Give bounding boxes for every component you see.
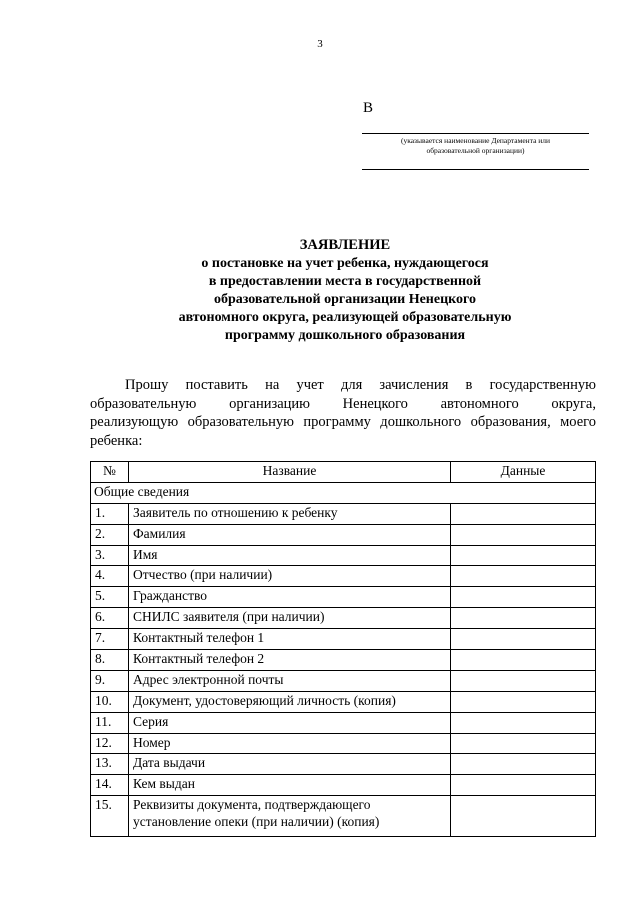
row-num: 11.	[91, 712, 129, 733]
table-row	[91, 503, 596, 524]
row-num: 14.	[91, 775, 129, 796]
row-data-cell[interactable]	[451, 545, 596, 566]
section-row	[91, 482, 596, 503]
title-line: образовательной организации Ненецкого	[213, 292, 477, 307]
recipient-line	[362, 133, 589, 134]
table-header-row	[91, 462, 596, 483]
row-num: 4.	[91, 566, 129, 587]
application-table	[90, 461, 596, 837]
row-data-cell[interactable]	[451, 796, 596, 837]
recipient-hint-line1: (указывается наименование Департамента или	[400, 136, 551, 145]
intro-paragraph	[90, 376, 596, 450]
table-row	[91, 650, 596, 671]
row-data-cell[interactable]	[451, 754, 596, 775]
intro-line: ребенка:	[90, 432, 143, 449]
row-name: Контактный телефон 2	[129, 650, 451, 671]
title-line: программу дошкольного образования	[224, 328, 466, 343]
title-line: автономного округа, реализующей образовательную	[178, 310, 512, 325]
row-name: Документ, удостоверяющий личность (копия)	[129, 691, 451, 712]
row-name: Отчество (при наличии)	[129, 566, 451, 587]
table-row	[91, 775, 596, 796]
row-name: Фамилия	[129, 524, 451, 545]
row-num: 13.	[91, 754, 129, 775]
row-num: 7.	[91, 629, 129, 650]
table-row	[91, 524, 596, 545]
table-row	[91, 670, 596, 691]
table-row	[91, 608, 596, 629]
header-name: Название	[129, 462, 451, 483]
row-name: Гражданство	[129, 587, 451, 608]
table-row	[91, 629, 596, 650]
table-row	[91, 691, 596, 712]
row-num: 6.	[91, 608, 129, 629]
table-row	[91, 796, 596, 837]
row-name: Серия	[129, 712, 451, 733]
row-name: Дата выдачи	[129, 754, 451, 775]
row-data-cell[interactable]	[451, 712, 596, 733]
title-main: ЗАЯВЛЕНИЕ	[299, 237, 391, 253]
row-data-cell[interactable]	[451, 733, 596, 754]
row-data-cell[interactable]	[451, 503, 596, 524]
table-row	[91, 733, 596, 754]
row-name: Реквизиты документа, подтверждающего установление опеки (при наличии) (копия)	[129, 796, 451, 837]
recipient-prefix: В	[363, 100, 374, 116]
row-data-cell[interactable]	[451, 691, 596, 712]
row-name: Имя	[129, 545, 451, 566]
row-name: СНИЛС заявителя (при наличии)	[129, 608, 451, 629]
row-name: Адрес электронной почты	[129, 670, 451, 691]
document-title	[0, 236, 640, 345]
row-num: 2.	[91, 524, 129, 545]
row-data-cell[interactable]	[451, 587, 596, 608]
row-name: Кем выдан	[129, 775, 451, 796]
table-row	[91, 712, 596, 733]
intro-line: реализующую образовательную программу дошкольного образования, моего	[90, 414, 596, 430]
page-number: 3	[317, 38, 323, 50]
table-row	[91, 587, 596, 608]
intro-line: образовательную организацию Ненецкого автономного округа,	[90, 395, 596, 412]
row-data-cell[interactable]	[451, 775, 596, 796]
row-data-cell[interactable]	[451, 670, 596, 691]
title-line: в предоставлении места в государственной	[208, 274, 482, 289]
row-data-cell[interactable]	[451, 629, 596, 650]
row-num: 10.	[91, 691, 129, 712]
recipient-extra-line	[362, 169, 589, 170]
row-data-cell[interactable]	[451, 524, 596, 545]
intro-line: Прошу поставить на учет для зачисления в государственную	[125, 377, 596, 393]
section-label: Общие сведения	[91, 482, 596, 503]
title-line: о постановке на учет ребенка, нуждающегося	[201, 256, 489, 271]
row-num: 3.	[91, 545, 129, 566]
row-num: 5.	[91, 587, 129, 608]
row-name: Заявитель по отношению к ребенку	[129, 503, 451, 524]
header-data: Данные	[451, 462, 596, 483]
row-num: 1.	[91, 503, 129, 524]
table-row	[91, 566, 596, 587]
row-num: 12.	[91, 733, 129, 754]
recipient-hint	[362, 136, 589, 156]
table-row	[91, 545, 596, 566]
recipient-hint-line2: образовательной организации)	[426, 146, 525, 155]
table-row	[91, 754, 596, 775]
row-data-cell[interactable]	[451, 566, 596, 587]
row-num: 9.	[91, 670, 129, 691]
row-data-cell[interactable]	[451, 608, 596, 629]
row-num: 8.	[91, 650, 129, 671]
row-data-cell[interactable]	[451, 650, 596, 671]
row-num: 15.	[91, 796, 129, 837]
header-num: №	[91, 462, 129, 483]
row-name: Контактный телефон 1	[129, 629, 451, 650]
row-name: Номер	[129, 733, 451, 754]
